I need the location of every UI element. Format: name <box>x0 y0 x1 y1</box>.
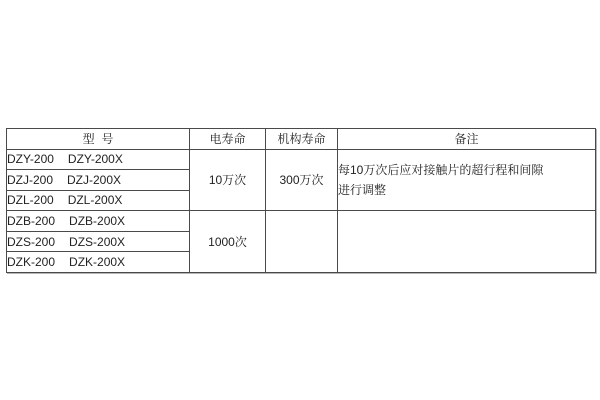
header-electrical-life-label: 电寿命 <box>209 132 246 147</box>
model-name-primary: DZY-200 <box>7 152 54 167</box>
model-name-variant: DZJ-200X <box>67 172 122 187</box>
electrical-life-cell-group2: 1000次 <box>190 211 266 273</box>
electrical-life-cell-group1: 10万次 <box>190 149 266 211</box>
remarks-line-1: 每10万次后应对接触片的超行程和间隙 <box>338 162 544 177</box>
model-cell-dzb <box>7 211 190 232</box>
model-cell-dzl <box>7 190 190 211</box>
model-cell-dzy <box>7 149 190 170</box>
model-name-primary: DZB-200 <box>7 214 56 229</box>
spec-table <box>6 128 596 273</box>
model-name-variant: DZS-200X <box>69 234 126 249</box>
header-cell-model <box>7 129 190 150</box>
remarks-cell-group2 <box>338 211 596 273</box>
header-model-label: 型 号 <box>82 132 114 147</box>
remarks-cell-group1 <box>338 149 596 211</box>
header-cell-electrical-life <box>190 129 266 150</box>
header-mechanical-life-label: 机构寿命 <box>277 132 326 147</box>
model-cell-dzs <box>7 231 190 252</box>
table-row-dzb <box>7 211 596 232</box>
model-name-variant: DZL-200X <box>67 193 123 208</box>
model-name-variant: DZB-200X <box>69 214 126 229</box>
model-name-variant: DZK-200X <box>69 255 126 270</box>
model-name-variant: DZY-200X <box>67 152 123 167</box>
model-name-primary: DZK-200 <box>7 255 56 270</box>
table-header-row <box>7 129 596 150</box>
model-name-primary: DZJ-200 <box>7 172 54 187</box>
mechanical-life-cell-group2 <box>266 211 338 273</box>
header-cell-remarks <box>338 129 596 150</box>
header-remarks-label: 备注 <box>454 132 479 147</box>
model-name-primary: DZS-200 <box>7 234 56 249</box>
mechanical-life-cell-group1: 300万次 <box>266 149 338 211</box>
remarks-line-2: 进行调整 <box>338 182 387 197</box>
model-cell-dzk <box>7 252 190 273</box>
model-cell-dzj <box>7 170 190 191</box>
table-row-dzy <box>7 149 596 170</box>
model-name-primary: DZL-200 <box>7 193 54 208</box>
header-cell-mechanical-life <box>266 129 338 150</box>
